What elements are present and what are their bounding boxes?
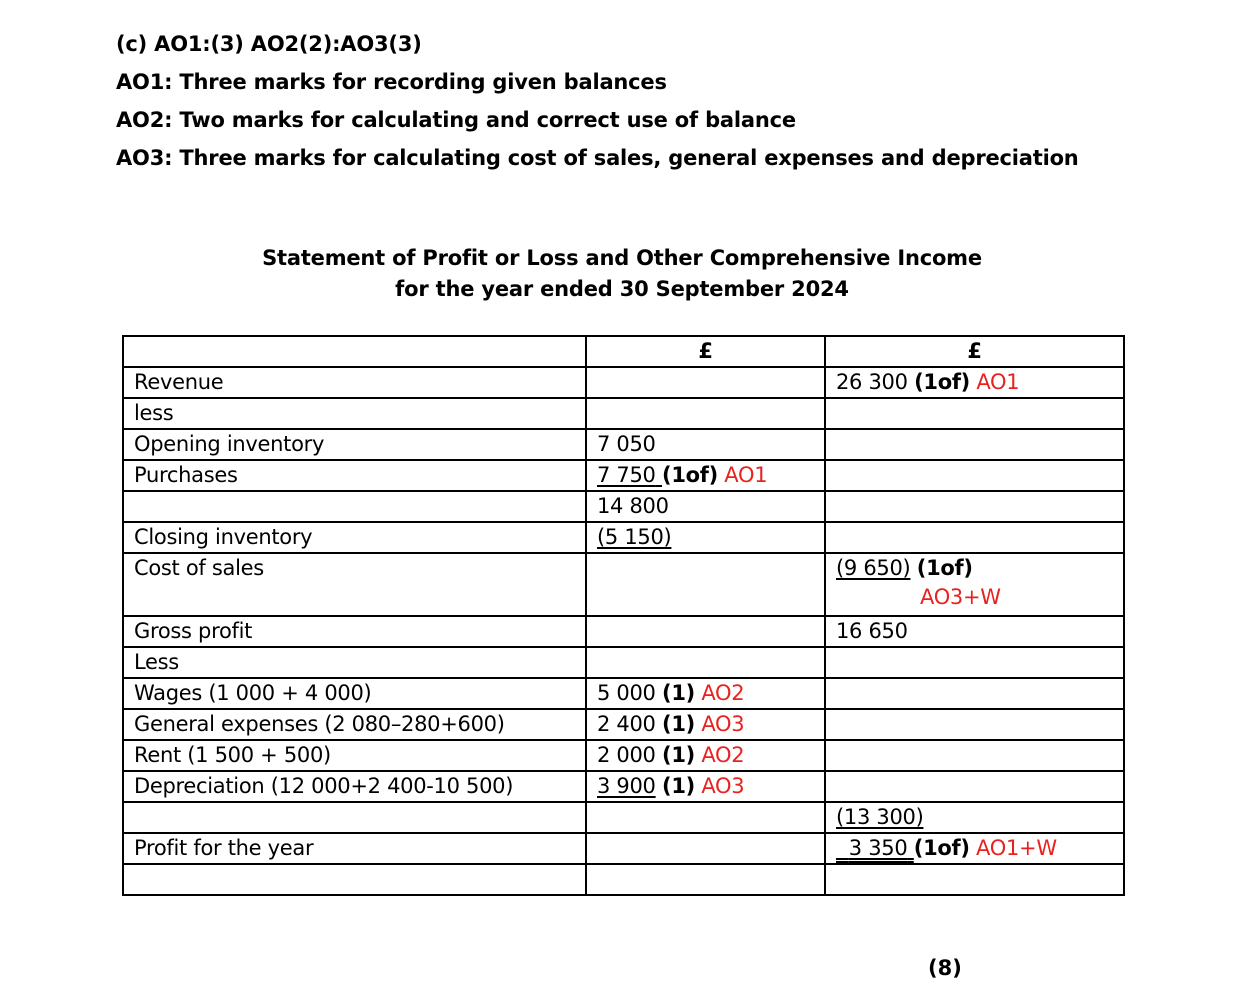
row-label: less [123,398,586,429]
table-row [123,833,1124,864]
assessment-objective: AO2 [701,743,745,767]
mark: (1) [662,743,695,767]
row-label [123,864,586,895]
assessment-objective: AO1 [724,463,768,487]
profit-loss-table [122,335,1125,896]
ao1-description: AO1: Three marks for recording given balances [116,70,667,94]
wages-value: 5 000 [597,681,656,705]
statement-subtitle: for the year ended 30 September 2024 [395,277,849,301]
statement-title: Statement of Profit or Loss and Other Comprehensive Income [262,246,982,270]
assessment-objective: AO3+W [920,585,1001,609]
row-label: Depreciation (12 000+2 400-10 500) [123,771,586,802]
header-label-cell [123,336,586,367]
table-row [123,647,1124,678]
total-expenses-value: (13 300) [836,805,924,829]
mark: (1of) [662,463,718,487]
subtotal-value: 14 800 [586,491,825,522]
table-row [123,522,1124,553]
gross-profit-value: 16 650 [825,616,1124,647]
part-heading: (c) AO1:(3) AO2(2):AO3(3) [116,32,422,56]
table-row [123,678,1124,709]
table-row [123,429,1124,460]
mark: (1of) [916,556,973,580]
row-label: Cost of sales [123,553,586,616]
revenue-value: 26 300 [836,370,908,394]
assessment-objective: AO3 [701,774,745,798]
assessment-objective: AO1 [976,370,1020,394]
row-label: Gross profit [123,616,586,647]
table-row [123,491,1124,522]
assessment-objective: AO2 [701,681,745,705]
mark: (1) [662,774,695,798]
table-row [123,398,1124,429]
depreciation-value: 3 900 [597,774,656,798]
cost-of-sales-value: (9 650) [836,556,911,580]
purchases-value: 7 750 [597,463,656,487]
row-label [123,802,586,833]
assessment-objective: AO3 [701,712,745,736]
opening-inventory-value: 7 050 [586,429,825,460]
row-label: Less [123,647,586,678]
table-row [123,740,1124,771]
table-row [123,709,1124,740]
row-label: General expenses (2 080–280+600) [123,709,586,740]
mark: (1) [662,681,695,705]
row-label: Opening inventory [123,429,586,460]
mark: (1) [662,712,695,736]
mark: (1of) [913,836,970,860]
row-label [123,491,586,522]
ao3-description: AO3: Three marks for calculating cost of sales, general expenses and depreciation [116,146,1079,170]
row-label: Closing inventory [123,522,586,553]
table-row [123,367,1124,398]
assessment-objective: AO1+W [976,836,1057,860]
closing-inventory-value: (5 150) [597,525,672,549]
table-row [123,802,1124,833]
table-row [123,616,1124,647]
profit-value: 3 350 [848,836,908,860]
table-row [123,864,1124,895]
header-currency-col2: £ [586,336,825,367]
table-row [123,771,1124,802]
mark: (1of) [914,370,970,394]
total-marks: (8) [928,956,962,980]
row-label: Profit for the year [123,833,586,864]
header-currency-col3: £ [825,336,1124,367]
general-expenses-value: 2 400 [597,712,656,736]
rent-value: 2 000 [597,743,656,767]
table-row [123,460,1124,491]
row-label: Rent (1 500 + 500) [123,740,586,771]
row-label: Revenue [123,367,586,398]
ao2-description: AO2: Two marks for calculating and correct use of balance [116,108,796,132]
row-label: Purchases [123,460,586,491]
table-header-row [123,336,1124,367]
table-row [123,553,1124,616]
row-label: Wages (1 000 + 4 000) [123,678,586,709]
